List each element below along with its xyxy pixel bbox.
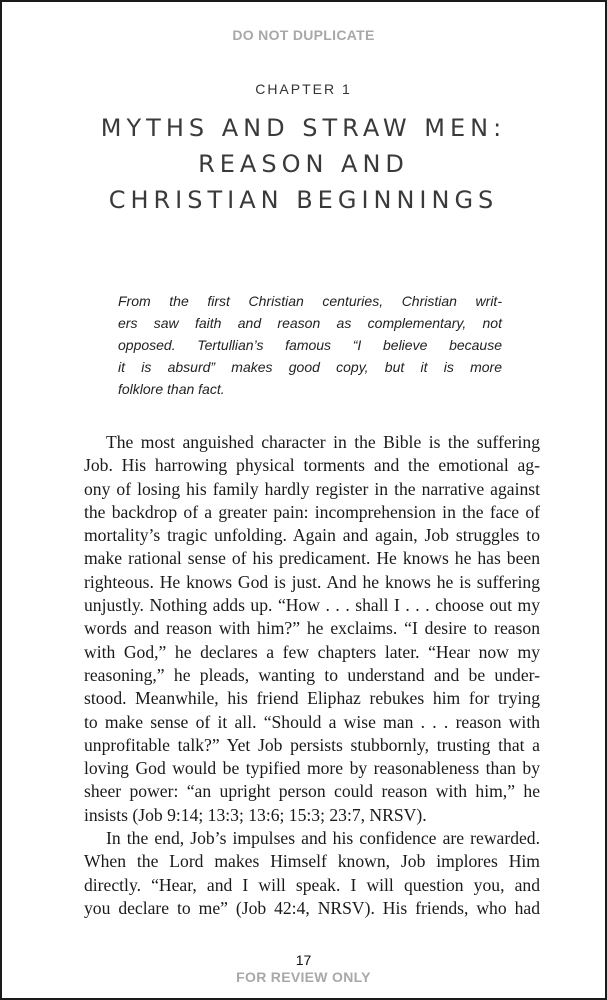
watermark-bottom: FOR REVIEW ONLY: [236, 969, 371, 985]
paragraph-1-line: ony of losing his family hardly register in the narrative against: [84, 478, 540, 499]
paragraph-2-line: you declare to me” (Job 42:4, NRSV). His friends, who had: [84, 897, 540, 918]
chapter-title-line: REASON AND: [198, 150, 409, 178]
epigraph-line: folklore than fact.: [118, 381, 225, 397]
paragraph-1-line: sheer power: “an upright person could reason with him,” he: [84, 781, 540, 802]
chapter-title-line: MYTHS AND STRAW MEN:: [100, 114, 507, 142]
paragraph-1-line: loving God would be typified more by reasonableness than by: [84, 758, 540, 779]
epigraph-line: it is absurd” makes good copy, but it is more: [118, 359, 502, 375]
paragraph-1-line: words and reason with him?” he exclaims. “I desire to reason: [84, 618, 540, 639]
paragraph-1-line: mortality’s tragic unfolding. Again and again, Job struggles to: [84, 525, 540, 546]
paragraph-1-line: righteous. He knows God is just. And he knows he is suffering: [84, 571, 540, 592]
paragraph-1-line: the backdrop of a greater pain: incomprehension in the face of: [84, 501, 540, 522]
chapter-epigraph: [118, 290, 502, 400]
paragraph-1-line: stood. Meanwhile, his friend Eliphaz rebukes him for trying: [84, 688, 540, 709]
chapter-title-line: CHRISTIAN BEGINNINGS: [108, 186, 499, 214]
chapter-label: CHAPTER 1: [255, 81, 352, 97]
page-number: 17: [295, 952, 312, 968]
epigraph-line: From the first Christian centuries, Christian writ-: [118, 293, 502, 309]
paragraph-2-line: directly. “Hear, and I will speak. I will question you, and: [84, 874, 540, 895]
paragraph-1-line: unprofitable talk?” Yet Job persists stubbornly, trusting that a: [84, 734, 540, 755]
paragraph-2-line: When the Lord makes Himself known, Job implores Him: [84, 851, 540, 872]
paragraph-1-line: make rational sense of his predicament. He knows he has been: [84, 548, 540, 569]
paragraph-1-line: to make sense of it all. “Should a wise man . . . reason with: [84, 711, 540, 732]
paragraph-1-line: reasoning,” he pleads, wanting to understand and be under-: [84, 664, 540, 685]
paragraph-1-line: insists (Job 9:14; 13:3; 13:6; 15:3; 23:7, NRSV).: [84, 804, 427, 825]
chapter-title: [2, 110, 605, 218]
epigraph-line: opposed. Tertullian’s famous “I believe because: [118, 337, 502, 353]
body-text: [84, 431, 540, 920]
paragraph-1-line: unjustly. Nothing adds up. “How . . . shall I . . . choose out my: [84, 595, 540, 616]
paragraph-1-line: with God,” he declares a few chapters later. “Hear now my: [84, 641, 540, 662]
epigraph-line: ers saw faith and reason as complementary, not: [118, 315, 502, 331]
watermark-top: DO NOT DUPLICATE: [232, 27, 375, 43]
paragraph-1-line: Job. His harrowing physical torments and the emotional ag-: [84, 455, 540, 476]
paragraph-1-line: The most anguished character in the Bible is the suffering: [106, 432, 540, 452]
paragraph-2-line: In the end, Job’s impulses and his confidence are rewarded.: [106, 828, 540, 849]
